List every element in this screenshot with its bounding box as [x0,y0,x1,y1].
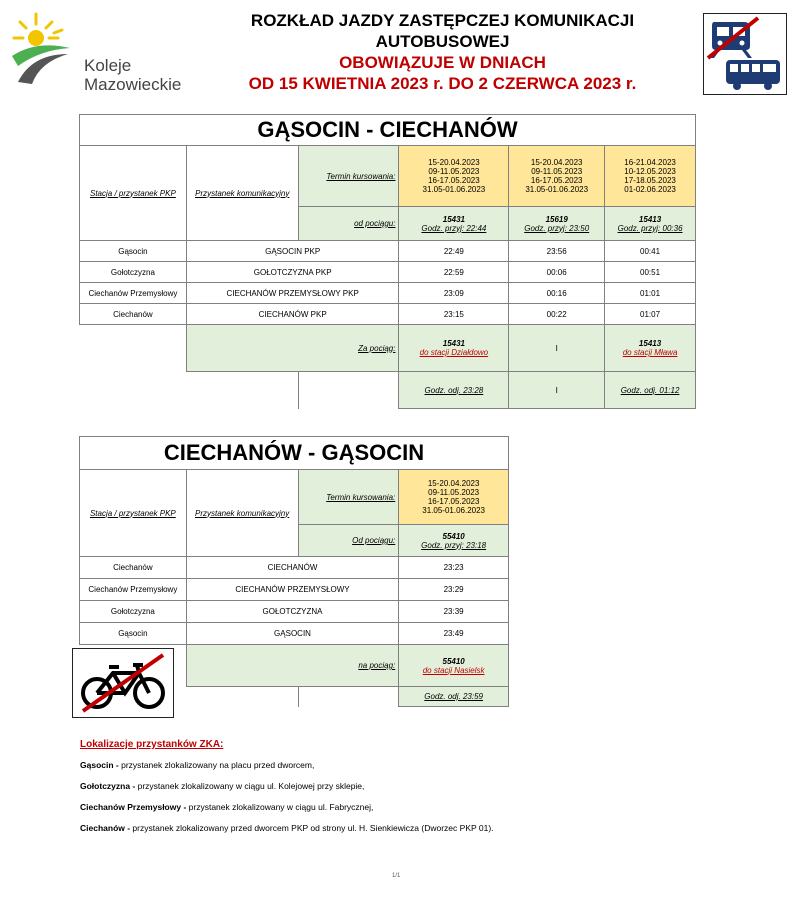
locations-heading: Lokalizacje przystanków ZKA: [80,739,224,750]
timetable-title: GĄSOCIN - CIECHANÓW [80,115,696,146]
train-replaced-by-bus-icon [703,13,787,95]
header-line2: AUTOBUSOWEJ [375,32,510,51]
term-label: Termin kursowania: [326,492,396,502]
to-train-label: na pociąg: [358,661,396,670]
no-bicycles-icon [72,648,174,718]
course-1-from-train: 15431 Godz. przyj: 22:44 [399,207,509,241]
header-station: Stacja / przystanek PKP [90,188,176,198]
from-train-label: Od pociągu: [352,536,396,545]
table-row: Ciechanów Przemysłowy CIECHANÓW PRZEMYSŁOWY PKP 23:09 00:16 01:01 [80,283,696,304]
course-1-dates: 15-20.04.2023 09-11.05.2023 16-17.05.2023 31.05-01.06.2023 [399,146,509,207]
to-train-label: Za pociąg: [358,343,396,353]
course-dates: 15-20.04.2023 09-11.05.2023 16-17.05.2023 31.05-01.06.2023 [399,470,509,525]
stop-locations [80,734,494,839]
course-2-departure: I [509,372,605,409]
course-3-from-train: 15413 Godz. przyj: 00:36 [605,207,696,241]
bus-icon [726,60,780,90]
header-line1: ROZKŁAD JAZDY ZASTĘPCZEJ KOMUNIKACJI [250,11,635,30]
table-row: Gąsocin GĄSOCIN 23:49 [80,623,509,645]
table-row: Gołotczyzna GOŁOTCZYZNA 23:39 [80,601,509,623]
table-row: Gołotczyzna GOŁOTCZYZNA PKP 22:59 00:06 00:51 [80,262,696,283]
koleje-mazowieckie-logo [10,10,190,94]
header-station: Stacja / przystanek PKP [89,508,176,518]
header-line3: OBOWIĄZUJE W DNIACH [339,53,546,72]
timetable-title: CIECHANÓW - GĄSOCIN [80,437,509,470]
term-label: Termin kursowania: [326,171,396,181]
course-1-departure: Godz. odj. 23:28 [399,372,509,409]
header-stop: Przystanek komunikacyjny [194,508,290,518]
page-header [195,10,690,94]
course-departure: Godz. odj. 23:59 [399,687,509,707]
course-3-to-train: 15413 do stacji Mława [605,325,696,372]
course-2-dates: 15-20.04.2023 09-11.05.2023 16-17.05.2023 31.05-01.06.2023 [509,146,605,207]
from-train-label: od pociągu: [354,219,396,228]
location-item: Ciechanów - przystanek zlokalizowany przed dworcem PKP od strony ul. H. Sienkiewicza (Dworzec PKP 01). [80,823,494,833]
table-row: Ciechanów Przemysłowy CIECHANÓW PRZEMYSŁOWY 23:29 [80,579,509,601]
course-2-to-train: I [509,325,605,372]
table-row: Ciechanów CIECHANÓW PKP 23:15 00:22 01:07 [80,304,696,325]
logo-sun-icon [10,10,82,90]
location-item: Gąsocin - przystanek zlokalizowany na placu przed dworcem, [80,760,315,770]
table-row: Gąsocin GĄSOCIN PKP 22:49 23:56 00:41 [80,241,696,262]
course-to-train: 55410 do stacji Nasielsk [399,645,509,687]
course-1-to-train: 15431 do stacji Działdowo [399,325,509,372]
cross-line-icon [83,655,163,711]
course-3-departure: Godz. odj. 01:12 [605,372,696,409]
page-number: 1/1 [392,873,401,879]
course-2-from-train: 15619 Godz. przyj: 23:50 [509,207,605,241]
header-stop: Przystanek komunikacyjny [195,188,290,198]
header-line4: OD 15 KWIETNIA 2023 r. DO 2 CZERWCA 2023 r. [248,74,637,93]
location-item: Ciechanów Przemysłowy - przystanek zlokalizowany w ciągu ul. Fabrycznej, [80,802,374,812]
course-3-dates: 16-21.04.2023 10-12.05.2023 17-18.05.2023 01-02.06.2023 [605,146,696,207]
location-item: Gołotczyzna - przystanek zlokalizowany w ciągu ul. Kolejowej przy sklepie, [80,781,365,791]
course-from-train: 55410 Godz. przyj: 23:18 [399,525,509,557]
logo-line2: Mazowieckie [84,75,182,94]
timetable-gasocin-ciechanow [79,114,696,409]
table-row: Ciechanów CIECHANÓW 23:23 [80,557,509,579]
logo-line1: Koleje [84,56,132,75]
